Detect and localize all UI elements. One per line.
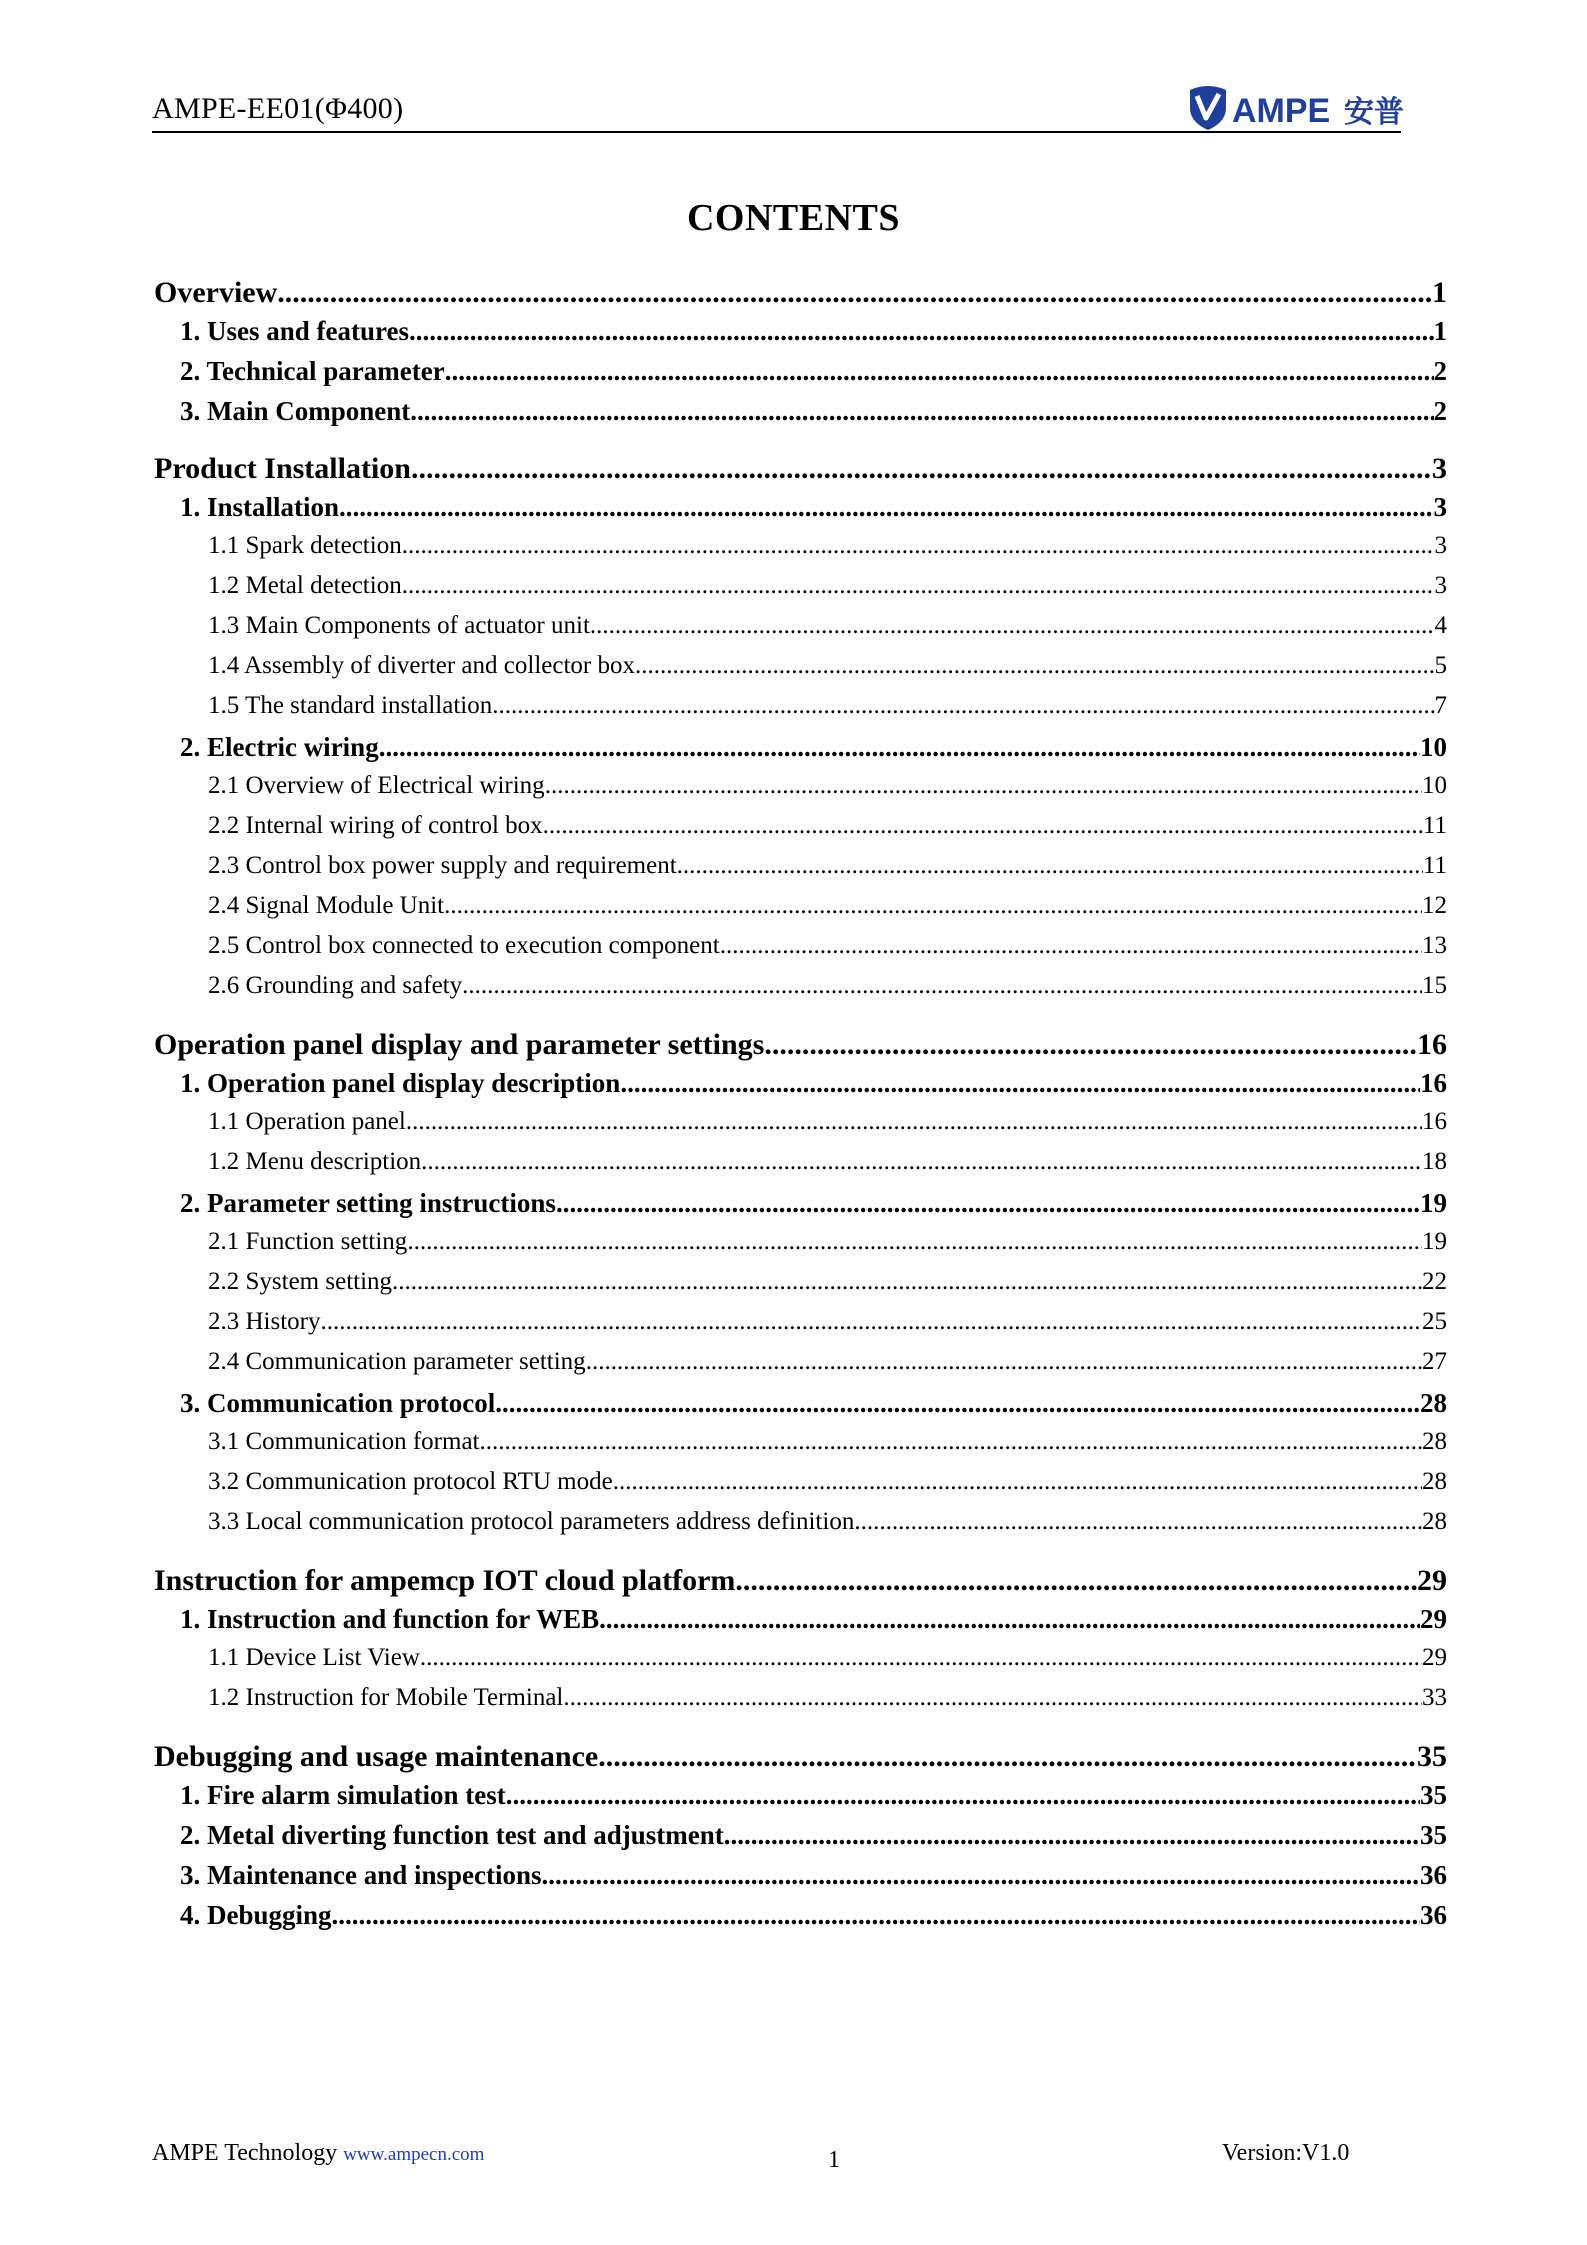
toc-dot-leader — [545, 772, 1422, 800]
toc-dot-leader — [411, 452, 1432, 486]
toc-entry-level-3[interactable] — [208, 1684, 1447, 1712]
toc-entry-page: 16 — [1422, 1108, 1447, 1135]
toc-entry-level-3[interactable] — [208, 772, 1447, 800]
toc-dot-leader — [543, 812, 1423, 840]
toc-dot-leader — [407, 1228, 1422, 1256]
toc-entry-title: 2.1 Overview of Electrical wiring — [208, 772, 545, 799]
toc-entry-title: 2.1 Function setting — [208, 1228, 408, 1255]
toc-entry-title: 2.5 Control box connected to execution component — [208, 932, 720, 959]
toc-dot-leader — [590, 612, 1435, 640]
toc-entry-title: 3.3 Local communication protocol parameters address definition — [208, 1508, 855, 1535]
toc-entry-page: 35 — [1420, 1780, 1447, 1810]
toc-entry-title: 3. Main Component — [180, 396, 411, 426]
toc-entry-page: 33 — [1422, 1684, 1447, 1711]
toc-entry-title: 1.1 Spark detection — [208, 532, 402, 559]
toc-entry-page: 11 — [1422, 852, 1447, 879]
toc-entry-page: 5 — [1434, 652, 1447, 679]
footer-page-number: 1 — [828, 2147, 840, 2173]
toc-entry-page: 2 — [1433, 396, 1447, 426]
toc-entry-title: 1. Fire alarm simulation test — [180, 1780, 506, 1810]
toc-entry-page: 1 — [1433, 316, 1447, 346]
toc-entry-title: 2.2 Internal wiring of control box — [208, 812, 543, 839]
toc-entry-level-3[interactable] — [208, 852, 1447, 880]
toc-dot-leader — [421, 1148, 1422, 1176]
toc-entry-level-3[interactable] — [208, 972, 1447, 1000]
toc-entry-level-3[interactable] — [208, 1468, 1447, 1496]
toc-entry-page: 16 — [1417, 1028, 1447, 1061]
toc-entry-level-3[interactable] — [208, 612, 1447, 640]
toc-dot-leader — [613, 1468, 1422, 1496]
toc-entry-page: 28 — [1422, 1428, 1447, 1455]
toc-dot-leader — [410, 396, 1433, 427]
toc-dot-leader — [406, 1108, 1422, 1136]
toc-entry-level-3[interactable] — [208, 652, 1447, 680]
toc-entry-page: 15 — [1422, 972, 1447, 999]
toc-entry-title: 1.4 Assembly of diverter and collector box — [208, 652, 635, 679]
toc-entry-title: 3. Communication protocol — [180, 1388, 496, 1418]
toc-entry-page: 35 — [1417, 1740, 1447, 1773]
toc-dot-leader — [724, 1820, 1420, 1851]
header-title: AMPE-EE01(Φ400) — [152, 92, 404, 125]
toc-entry-title: 3. Maintenance and inspections — [180, 1860, 542, 1890]
toc-entry-title: 1.2 Menu description — [208, 1148, 422, 1175]
toc-entry-level-3[interactable] — [208, 572, 1447, 600]
toc-entry-title: Product Installation — [154, 452, 411, 485]
toc-entry-level-3[interactable] — [208, 1148, 1447, 1176]
toc-entry-page: 7 — [1434, 692, 1447, 719]
toc-entry-level-2[interactable] — [180, 1780, 1447, 1811]
toc-entry-page: 3 — [1434, 572, 1447, 599]
toc-entry-level-3[interactable] — [208, 532, 1447, 560]
toc-entry-title: 2.6 Grounding and safety — [208, 972, 463, 999]
toc-dot-leader — [495, 1388, 1420, 1419]
toc-entry-page: 1 — [1432, 276, 1447, 309]
toc-dot-leader — [462, 972, 1422, 1000]
toc-entry-title: 1.5 The standard installation — [208, 692, 493, 719]
toc-dot-leader — [392, 1268, 1422, 1296]
toc-entry-page: 18 — [1422, 1148, 1447, 1175]
toc-dot-leader — [402, 572, 1435, 600]
footer-company — [152, 2140, 484, 2167]
toc-entry-level-3[interactable] — [208, 892, 1447, 920]
toc-entry-page: 28 — [1420, 1388, 1447, 1418]
toc-entry-page: 29 — [1420, 1604, 1447, 1634]
toc-entry-title: 2. Parameter setting instructions — [180, 1188, 556, 1218]
toc-dot-leader — [445, 356, 1434, 387]
toc-entry-page: 12 — [1422, 892, 1447, 919]
toc-dot-leader — [332, 1900, 1420, 1931]
toc-entry-level-2[interactable] — [180, 1388, 1447, 1419]
toc-dot-leader — [586, 1348, 1422, 1376]
toc-entry-page: 19 — [1422, 1228, 1447, 1255]
toc-entry-level-3[interactable] — [208, 1268, 1447, 1296]
toc-entry-title: Operation panel display and parameter settings — [154, 1028, 765, 1061]
toc-entry-title: 1.3 Main Components of actuator unit — [208, 612, 590, 639]
toc-entry-page: 11 — [1422, 812, 1447, 839]
toc-dot-leader — [402, 532, 1435, 560]
toc-entry-page: 2 — [1433, 356, 1447, 386]
toc-entry-title: 1. Installation — [180, 492, 340, 522]
toc-dot-leader — [492, 692, 1434, 720]
toc-entry-level-2[interactable] — [180, 732, 1447, 763]
toc-dot-leader — [479, 1428, 1422, 1456]
footer-url[interactable]: www.ampecn.com — [343, 2144, 485, 2165]
toc-dot-leader — [598, 1740, 1417, 1774]
toc-entry-page: 3 — [1433, 492, 1447, 522]
logo-text: AMPE — [1232, 92, 1331, 130]
toc-entry-level-1[interactable] — [154, 1740, 1447, 1774]
toc-entry-page: 16 — [1420, 1068, 1447, 1098]
toc-entry-level-1[interactable] — [154, 452, 1447, 486]
toc-dot-leader — [506, 1780, 1420, 1811]
toc-entry-page: 36 — [1420, 1860, 1447, 1890]
toc-dot-leader — [321, 1308, 1423, 1336]
toc-entry-page: 22 — [1422, 1268, 1447, 1295]
toc-entry-title: 1. Uses and features — [180, 316, 409, 346]
toc-entry-title: 2.4 Communication parameter setting — [208, 1348, 586, 1375]
toc-entry-page: 36 — [1420, 1900, 1447, 1930]
toc-dot-leader — [556, 1188, 1420, 1219]
toc-entry-level-3[interactable] — [208, 1428, 1447, 1456]
toc-entry-page: 35 — [1420, 1820, 1447, 1850]
toc-entry-title: 2.2 System setting — [208, 1268, 393, 1295]
toc-entry-title: 1.1 Device List View — [208, 1644, 420, 1671]
toc-entry-level-3[interactable] — [208, 1644, 1447, 1672]
toc-entry-title: 3.1 Communication format — [208, 1428, 480, 1455]
toc-entry-level-3[interactable] — [208, 1508, 1447, 1536]
toc-entry-page: 10 — [1422, 772, 1447, 799]
toc-entry-title: 2.3 Control box power supply and requirement — [208, 852, 677, 879]
toc-entry-level-2[interactable] — [180, 1068, 1447, 1099]
toc-entry-title: 1. Operation panel display description — [180, 1068, 621, 1098]
toc-entry-level-2[interactable] — [180, 356, 1447, 387]
toc-entry-page: 25 — [1422, 1308, 1447, 1335]
toc-entry-page: 19 — [1420, 1188, 1447, 1218]
toc-entry-title: 1. Instruction and function for WEB — [180, 1604, 600, 1634]
toc-entry-level-2[interactable] — [180, 396, 1447, 427]
toc-entry-level-3[interactable] — [208, 1108, 1447, 1136]
toc-entry-title: 1.1 Operation panel — [208, 1108, 406, 1135]
toc-dot-leader — [620, 1068, 1420, 1099]
footer-version: Version:V1.0 — [1222, 2140, 1350, 2166]
toc-dot-leader — [379, 732, 1420, 763]
toc-entry-level-2[interactable] — [180, 1900, 1447, 1931]
toc-dot-leader — [563, 1684, 1422, 1712]
toc-entry-level-3[interactable] — [208, 1308, 1447, 1336]
toc-entry-title: Instruction for ampemcp IOT cloud platform — [154, 1564, 736, 1597]
toc-entry-title: 2. Technical parameter — [180, 356, 445, 386]
logo-cn-text: 安普 — [1344, 95, 1404, 130]
toc-entry-level-1[interactable] — [154, 1028, 1447, 1062]
toc-entry-page: 10 — [1420, 732, 1447, 762]
toc-dot-leader — [409, 316, 1434, 347]
toc-entry-page: 3 — [1432, 452, 1447, 485]
toc-entry-title: 1.2 Metal detection — [208, 572, 402, 599]
toc-dot-leader — [764, 1028, 1417, 1062]
toc-dot-leader — [635, 652, 1435, 680]
toc-dot-leader — [677, 852, 1423, 880]
toc-dot-leader — [420, 1644, 1422, 1672]
toc-dot-leader — [735, 1564, 1417, 1598]
toc-dot-leader — [854, 1508, 1422, 1536]
toc-entry-level-3[interactable] — [208, 1228, 1447, 1256]
toc-dot-leader — [277, 276, 1432, 310]
toc-entry-level-2[interactable] — [180, 1604, 1447, 1635]
toc-entry-level-1[interactable] — [154, 1564, 1447, 1598]
toc-entry-level-2[interactable] — [180, 492, 1447, 523]
toc-entry-level-2[interactable] — [180, 1820, 1447, 1851]
toc-entry-level-2[interactable] — [180, 1860, 1447, 1891]
toc-dot-leader — [720, 932, 1422, 960]
toc-entry-title: Debugging and usage maintenance — [154, 1740, 599, 1773]
toc-entry-title: 2. Metal diverting function test and adjustment — [180, 1820, 724, 1850]
toc-entry-page: 29 — [1417, 1564, 1447, 1597]
toc-entry-title: 2.3 History — [208, 1308, 321, 1335]
contents-title: CONTENTS — [686, 197, 901, 239]
toc-entry-page: 13 — [1422, 932, 1447, 959]
toc-entry-level-1[interactable] — [154, 276, 1447, 310]
toc-entry-level-3[interactable] — [208, 932, 1447, 960]
toc-entry-page: 28 — [1422, 1468, 1447, 1495]
toc-entry-page: 4 — [1434, 612, 1447, 639]
toc-dot-leader — [339, 492, 1433, 523]
toc-entry-level-2[interactable] — [180, 316, 1447, 347]
toc-entry-title: 1.2 Instruction for Mobile Terminal — [208, 1684, 564, 1711]
toc-entry-page: 3 — [1434, 532, 1447, 559]
toc-entry-level-3[interactable] — [208, 1348, 1447, 1376]
toc-entry-level-2[interactable] — [180, 1188, 1447, 1219]
toc-entry-title: Overview — [154, 276, 278, 309]
toc-dot-leader — [444, 892, 1422, 920]
toc-entry-title: 4. Debugging — [180, 1900, 332, 1930]
toc-entry-title: 2. Electric wiring — [180, 732, 379, 762]
footer-company-name: AMPE Technology — [152, 2140, 338, 2166]
toc-entry-page: 27 — [1422, 1348, 1447, 1375]
toc-entry-level-3[interactable] — [208, 692, 1447, 720]
toc-entry-level-3[interactable] — [208, 812, 1447, 840]
toc-entry-title: 2.4 Signal Module Unit — [208, 892, 445, 919]
toc-entry-page: 28 — [1422, 1508, 1447, 1535]
toc-entry-page: 29 — [1422, 1644, 1447, 1671]
toc-dot-leader — [599, 1604, 1420, 1635]
toc-dot-leader — [542, 1860, 1420, 1891]
toc-entry-title: 3.2 Communication protocol RTU mode — [208, 1468, 613, 1495]
